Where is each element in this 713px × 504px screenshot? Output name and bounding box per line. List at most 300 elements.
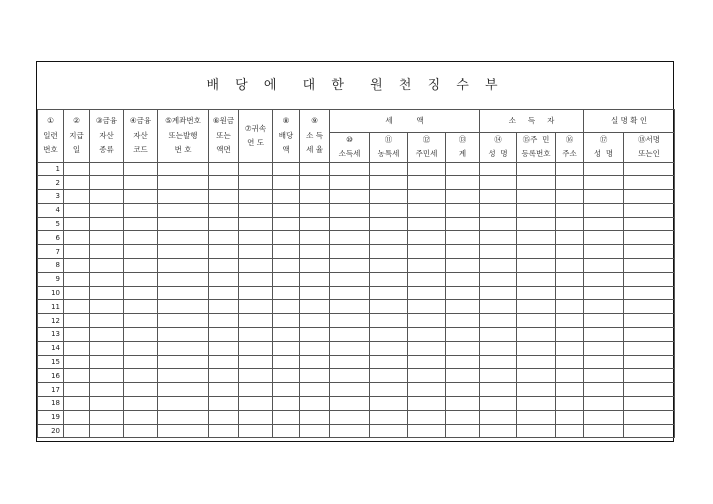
blank-cell <box>90 176 124 190</box>
blank-cell <box>370 176 408 190</box>
blank-cell <box>90 328 124 342</box>
blank-cell <box>158 245 209 259</box>
blank-cell <box>90 369 124 383</box>
blank-cell <box>480 176 517 190</box>
blank-cell <box>370 272 408 286</box>
blank-cell <box>370 410 408 424</box>
blank-cell <box>209 424 239 438</box>
blank-cell <box>330 272 370 286</box>
blank-cell <box>370 397 408 411</box>
row-number: 12 <box>38 314 64 328</box>
blank-cell <box>90 410 124 424</box>
blank-cell <box>408 245 446 259</box>
blank-cell <box>370 341 408 355</box>
blank-cell <box>209 176 239 190</box>
blank-cell <box>446 300 480 314</box>
blank-cell <box>446 355 480 369</box>
blank-cell <box>273 203 300 217</box>
blank-cell <box>273 245 300 259</box>
blank-cell <box>273 176 300 190</box>
blank-cell <box>624 369 675 383</box>
blank-cell <box>624 383 675 397</box>
blank-cell <box>446 397 480 411</box>
blank-cell <box>584 245 624 259</box>
blank-cell <box>273 162 300 176</box>
blank-cell <box>624 272 675 286</box>
blank-cell <box>480 397 517 411</box>
blank-cell <box>408 397 446 411</box>
blank-cell <box>158 259 209 273</box>
blank-cell <box>584 410 624 424</box>
row-number: 9 <box>38 272 64 286</box>
blank-cell <box>584 286 624 300</box>
table-row <box>38 328 675 342</box>
blank-cell <box>124 245 158 259</box>
table-row <box>38 424 675 438</box>
col-earner-name-header: ⑭ 성 명 <box>480 133 517 163</box>
blank-cell <box>584 217 624 231</box>
blank-cell <box>480 286 517 300</box>
blank-cell <box>209 259 239 273</box>
col-total-header: ⑬ 계 <box>446 133 480 163</box>
blank-cell <box>584 355 624 369</box>
blank-cell <box>300 300 330 314</box>
col-asset-type-header: ③금융 자산 종류 <box>90 110 124 163</box>
blank-cell <box>408 328 446 342</box>
blank-cell <box>90 245 124 259</box>
blank-cell <box>239 328 273 342</box>
col-asset-code-header: ④금융 자산 코드 <box>124 110 158 163</box>
blank-cell <box>239 190 273 204</box>
table-row <box>38 190 675 204</box>
blank-cell <box>446 245 480 259</box>
table-row <box>38 286 675 300</box>
col-principal-header: ⑥원금 또는 액면 <box>209 110 239 163</box>
blank-cell <box>624 162 675 176</box>
blank-cell <box>517 217 556 231</box>
blank-cell <box>273 341 300 355</box>
blank-cell <box>330 231 370 245</box>
blank-cell <box>209 286 239 300</box>
blank-cell <box>273 424 300 438</box>
blank-cell <box>556 272 584 286</box>
blank-cell <box>480 341 517 355</box>
blank-cell <box>124 369 158 383</box>
blank-cell <box>124 259 158 273</box>
blank-cell <box>556 397 584 411</box>
blank-cell <box>300 217 330 231</box>
blank-cell <box>584 341 624 355</box>
blank-cell <box>90 383 124 397</box>
blank-cell <box>446 369 480 383</box>
blank-cell <box>90 217 124 231</box>
table-row <box>38 176 675 190</box>
blank-cell <box>239 410 273 424</box>
blank-cell <box>480 190 517 204</box>
col-verifier-name-header: ⑰ 성 명 <box>584 133 624 163</box>
blank-cell <box>273 328 300 342</box>
blank-cell <box>64 300 90 314</box>
blank-cell <box>624 259 675 273</box>
blank-cell <box>300 424 330 438</box>
blank-cell <box>556 410 584 424</box>
blank-cell <box>300 203 330 217</box>
blank-cell <box>370 300 408 314</box>
row-number: 7 <box>38 245 64 259</box>
blank-cell <box>209 341 239 355</box>
table-row <box>38 259 675 273</box>
blank-cell <box>624 355 675 369</box>
blank-cell <box>158 300 209 314</box>
blank-cell <box>273 383 300 397</box>
table-row <box>38 300 675 314</box>
col-account-number-header: ⑤계좌번호 또는발행 번 호 <box>158 110 209 163</box>
blank-cell <box>124 176 158 190</box>
blank-cell <box>330 217 370 231</box>
blank-cell <box>124 341 158 355</box>
col-attribution-year-header: ⑦귀속 연 도 <box>239 110 273 163</box>
blank-cell <box>584 176 624 190</box>
blank-cell <box>556 300 584 314</box>
blank-cell <box>239 176 273 190</box>
blank-cell <box>239 231 273 245</box>
blank-cell <box>300 259 330 273</box>
blank-cell <box>556 162 584 176</box>
blank-cell <box>209 203 239 217</box>
blank-cell <box>480 217 517 231</box>
blank-cell <box>408 190 446 204</box>
col-payment-date-header: ② 지급 일 <box>64 110 90 163</box>
col-address-header: ⑯ 주소 <box>556 133 584 163</box>
table-row <box>38 272 675 286</box>
blank-cell <box>556 341 584 355</box>
blank-cell <box>624 203 675 217</box>
blank-cell <box>408 231 446 245</box>
blank-cell <box>480 300 517 314</box>
blank-cell <box>300 190 330 204</box>
blank-cell <box>370 355 408 369</box>
blank-cell <box>64 369 90 383</box>
blank-cell <box>584 259 624 273</box>
table-row <box>38 397 675 411</box>
blank-cell <box>64 190 90 204</box>
blank-cell <box>64 176 90 190</box>
blank-cell <box>480 328 517 342</box>
blank-cell <box>90 259 124 273</box>
blank-cell <box>300 355 330 369</box>
blank-cell <box>584 203 624 217</box>
blank-cell <box>517 231 556 245</box>
blank-cell <box>330 397 370 411</box>
blank-cell <box>370 259 408 273</box>
blank-cell <box>158 424 209 438</box>
blank-cell <box>517 272 556 286</box>
blank-cell <box>239 355 273 369</box>
blank-cell <box>517 383 556 397</box>
table-row <box>38 369 675 383</box>
blank-cell <box>209 355 239 369</box>
blank-cell <box>64 217 90 231</box>
blank-cell <box>239 314 273 328</box>
group-real-name-verification: 실 명 확 인 <box>584 110 675 133</box>
blank-cell <box>446 424 480 438</box>
blank-cell <box>64 259 90 273</box>
blank-cell <box>370 231 408 245</box>
blank-cell <box>517 341 556 355</box>
blank-cell <box>273 397 300 411</box>
row-number: 18 <box>38 397 64 411</box>
row-number: 3 <box>38 190 64 204</box>
row-number: 20 <box>38 424 64 438</box>
blank-cell <box>446 286 480 300</box>
blank-cell <box>446 410 480 424</box>
blank-cell <box>330 259 370 273</box>
blank-cell <box>239 397 273 411</box>
blank-cell <box>480 410 517 424</box>
blank-cell <box>158 217 209 231</box>
blank-cell <box>446 203 480 217</box>
table-row <box>38 383 675 397</box>
blank-cell <box>158 190 209 204</box>
blank-cell <box>624 410 675 424</box>
blank-cell <box>300 314 330 328</box>
blank-cell <box>480 369 517 383</box>
blank-cell <box>480 259 517 273</box>
blank-cell <box>624 190 675 204</box>
blank-cell <box>124 397 158 411</box>
blank-cell <box>330 314 370 328</box>
blank-cell <box>517 410 556 424</box>
blank-cell <box>90 272 124 286</box>
blank-cell <box>556 245 584 259</box>
blank-cell <box>239 162 273 176</box>
blank-cell <box>90 286 124 300</box>
blank-cell <box>370 424 408 438</box>
blank-cell <box>64 383 90 397</box>
blank-cell <box>158 397 209 411</box>
blank-cell <box>273 272 300 286</box>
blank-cell <box>300 162 330 176</box>
col-resident-tax-header: ⑫ 주민세 <box>408 133 446 163</box>
blank-cell <box>330 328 370 342</box>
blank-cell <box>90 231 124 245</box>
blank-cell <box>584 300 624 314</box>
blank-cell <box>330 176 370 190</box>
blank-cell <box>556 259 584 273</box>
blank-cell <box>517 286 556 300</box>
blank-cell <box>158 162 209 176</box>
blank-cell <box>64 410 90 424</box>
blank-cell <box>517 314 556 328</box>
blank-cell <box>624 286 675 300</box>
blank-cell <box>273 369 300 383</box>
blank-cell <box>300 410 330 424</box>
blank-cell <box>158 203 209 217</box>
blank-cell <box>64 231 90 245</box>
blank-cell <box>480 162 517 176</box>
row-number: 10 <box>38 286 64 300</box>
blank-cell <box>300 341 330 355</box>
withholding-register-form <box>36 61 674 442</box>
blank-cell <box>124 383 158 397</box>
table-row <box>38 314 675 328</box>
row-number: 2 <box>38 176 64 190</box>
blank-cell <box>300 369 330 383</box>
blank-cell <box>158 355 209 369</box>
row-number: 13 <box>38 328 64 342</box>
blank-cell <box>209 314 239 328</box>
blank-cell <box>584 397 624 411</box>
blank-cell <box>624 314 675 328</box>
blank-cell <box>624 300 675 314</box>
blank-cell <box>64 286 90 300</box>
blank-cell <box>517 355 556 369</box>
blank-cell <box>624 217 675 231</box>
blank-cell <box>239 217 273 231</box>
blank-cell <box>584 231 624 245</box>
blank-cell <box>158 328 209 342</box>
blank-cell <box>64 397 90 411</box>
blank-cell <box>408 259 446 273</box>
blank-cell <box>480 383 517 397</box>
blank-cell <box>370 286 408 300</box>
blank-cell <box>584 162 624 176</box>
blank-cell <box>370 328 408 342</box>
blank-cell <box>624 176 675 190</box>
blank-cell <box>300 383 330 397</box>
blank-cell <box>584 369 624 383</box>
blank-cell <box>330 190 370 204</box>
blank-cell <box>124 190 158 204</box>
blank-cell <box>480 424 517 438</box>
blank-cell <box>446 231 480 245</box>
blank-cell <box>90 424 124 438</box>
row-number: 19 <box>38 410 64 424</box>
blank-cell <box>556 355 584 369</box>
blank-cell <box>480 231 517 245</box>
blank-cell <box>273 259 300 273</box>
blank-cell <box>273 190 300 204</box>
blank-cell <box>90 190 124 204</box>
blank-cell <box>273 314 300 328</box>
blank-cell <box>408 355 446 369</box>
blank-cell <box>124 286 158 300</box>
blank-cell <box>408 424 446 438</box>
blank-cell <box>517 259 556 273</box>
blank-cell <box>408 203 446 217</box>
col-dividend-amount-header: ⑧ 배당 액 <box>273 110 300 163</box>
blank-cell <box>209 190 239 204</box>
row-number: 1 <box>38 162 64 176</box>
blank-cell <box>124 424 158 438</box>
blank-cell <box>446 259 480 273</box>
blank-cell <box>370 383 408 397</box>
blank-cell <box>556 203 584 217</box>
blank-cell <box>158 314 209 328</box>
table-row <box>38 341 675 355</box>
blank-cell <box>158 410 209 424</box>
blank-cell <box>624 397 675 411</box>
blank-cell <box>330 300 370 314</box>
blank-cell <box>370 190 408 204</box>
blank-cell <box>273 300 300 314</box>
blank-cell <box>330 286 370 300</box>
blank-cell <box>239 341 273 355</box>
blank-cell <box>90 300 124 314</box>
table-row <box>38 162 675 176</box>
blank-cell <box>330 203 370 217</box>
blank-cell <box>300 231 330 245</box>
blank-cell <box>124 410 158 424</box>
row-number: 11 <box>38 300 64 314</box>
table-row <box>38 410 675 424</box>
blank-cell <box>209 328 239 342</box>
register-table <box>37 109 675 438</box>
blank-cell <box>370 314 408 328</box>
blank-cell <box>584 314 624 328</box>
blank-cell <box>584 328 624 342</box>
blank-cell <box>124 300 158 314</box>
blank-cell <box>124 203 158 217</box>
table-row <box>38 217 675 231</box>
col-tax-rate-header: ⑨ 소 득 세 율 <box>300 110 330 163</box>
blank-cell <box>330 162 370 176</box>
table-row <box>38 245 675 259</box>
blank-cell <box>517 300 556 314</box>
blank-cell <box>517 424 556 438</box>
blank-cell <box>446 190 480 204</box>
blank-cell <box>624 231 675 245</box>
blank-cell <box>209 217 239 231</box>
blank-cell <box>239 245 273 259</box>
table-row <box>38 355 675 369</box>
blank-cell <box>330 245 370 259</box>
blank-cell <box>330 369 370 383</box>
blank-cell <box>517 369 556 383</box>
table-row <box>38 203 675 217</box>
blank-cell <box>158 383 209 397</box>
blank-cell <box>158 272 209 286</box>
col-registration-number-header: ⑮주 민 등록번호 <box>517 133 556 163</box>
col-income-tax-header: ⑩ 소득세 <box>330 133 370 163</box>
row-number: 4 <box>38 203 64 217</box>
blank-cell <box>556 424 584 438</box>
blank-cell <box>517 162 556 176</box>
blank-cell <box>273 410 300 424</box>
blank-cell <box>408 176 446 190</box>
blank-cell <box>480 314 517 328</box>
blank-cell <box>408 286 446 300</box>
blank-cell <box>408 300 446 314</box>
blank-cell <box>300 272 330 286</box>
blank-cell <box>370 245 408 259</box>
blank-cell <box>584 383 624 397</box>
blank-cell <box>446 217 480 231</box>
group-income-earner: 소 득 자 <box>480 110 584 133</box>
blank-cell <box>209 383 239 397</box>
blank-cell <box>330 383 370 397</box>
blank-cell <box>556 314 584 328</box>
blank-cell <box>517 245 556 259</box>
blank-cell <box>209 369 239 383</box>
blank-cell <box>64 162 90 176</box>
blank-cell <box>584 272 624 286</box>
blank-cell <box>446 328 480 342</box>
blank-cell <box>124 328 158 342</box>
blank-cell <box>90 314 124 328</box>
blank-cell <box>273 217 300 231</box>
blank-cell <box>370 162 408 176</box>
